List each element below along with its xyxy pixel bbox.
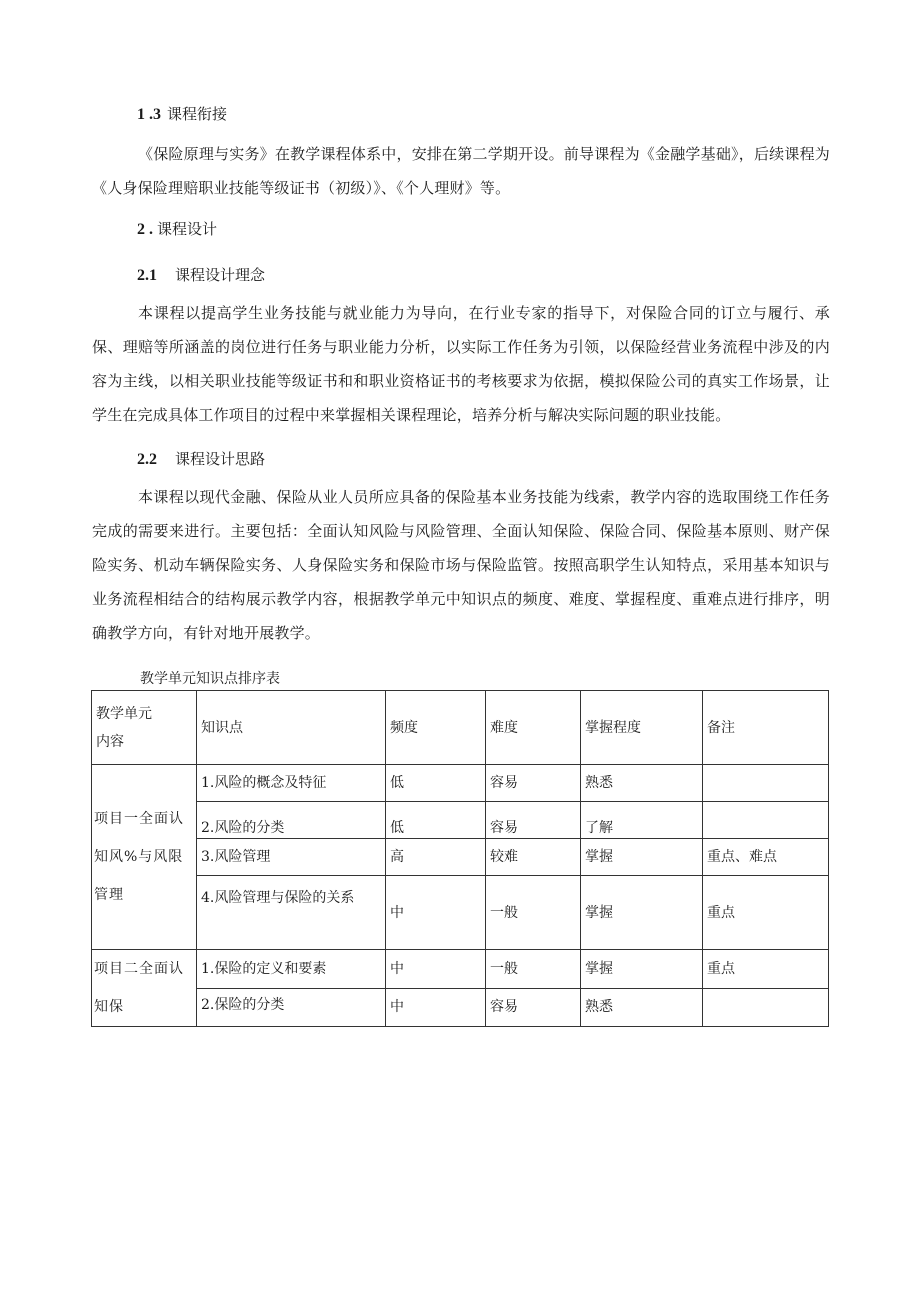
cell-difficulty (486, 802, 581, 839)
cell-frequency (386, 802, 486, 839)
table-row (92, 839, 829, 876)
header-frequency: 频度 (386, 691, 486, 765)
cell-knowledge-text: 4.风险管理与保险的关系 (201, 890, 355, 906)
cell-mastery: 熟悉 (581, 988, 703, 1027)
cell-knowledge (197, 876, 386, 950)
cell-frequency: 中 (386, 950, 486, 989)
header-difficulty: 难度 (486, 691, 581, 765)
cell-frequency-text: 低 (390, 820, 404, 836)
cell-mastery: 掌握 (581, 839, 703, 876)
paragraph-design-concept: 本课程以提高学生业务技能与就业能力为导向，在行业专家的指导下，对保险合同的订立与履行、承保、理赔等所涵盖的岗位进行任务与职业能力分析，以实际工作任务为引领，以保险经营业务流程中涉及的内容为主线，以相关职业技能等级证书和和职业资格证书的考核要求为依据，模拟保险公司的真实工作场景，让学生在完成具体工作项目的过程中来掌握相关课程理论，培养分析与解决实际问题的职业技能。 (92, 304, 830, 424)
table-row (92, 802, 829, 839)
cell-frequency: 高 (386, 839, 486, 876)
cell-difficulty: 容易 (486, 988, 581, 1027)
cell-remark: 重点 (703, 950, 829, 989)
section-heading-1-3 (137, 104, 227, 125)
cell-difficulty: 一般 (486, 950, 581, 989)
cell-difficulty-text: 容易 (490, 820, 518, 836)
section-number: 1 .3 (137, 106, 161, 123)
paragraph-course-connection: 《保险原理与实务》在教学课程体系中，安排在第二学期开设。前导课程为《金融学基础》，后续课程为《人身保险理赔职业技能等级证书（初级）》、《个人理财》等。 (92, 145, 830, 197)
table-row (92, 876, 829, 950)
cell-mastery: 熟悉 (581, 765, 703, 802)
table-row (92, 950, 829, 989)
cell-mastery (581, 802, 703, 839)
header-knowledge: 知识点 (197, 691, 386, 765)
cell-remark (703, 988, 829, 1027)
project-cell: 项目二全面认知保 (92, 950, 197, 1027)
table-caption: 教学单元知识点排序表 (140, 671, 280, 687)
header-unit-line1: 教学单元 (96, 705, 152, 722)
section-title: 课程设计理念 (175, 266, 266, 284)
section-title: 课程设计思路 (175, 450, 266, 468)
header-unit-line2: 内容 (96, 733, 124, 750)
table-row (92, 765, 829, 802)
cell-frequency: 低 (386, 765, 486, 802)
header-remark: 备注 (703, 691, 829, 765)
cell-knowledge: 1.保险的定义和要素 (197, 950, 386, 989)
header-unit (92, 691, 197, 765)
cell-difficulty: 较难 (486, 839, 581, 876)
section-heading-2 (137, 219, 217, 240)
cell-difficulty: 一般 (486, 876, 581, 950)
section-number: 2 . (137, 221, 153, 238)
cell-knowledge-text: 2.风险的分类 (201, 820, 285, 836)
cell-remark: 重点 (703, 876, 829, 950)
cell-remark (703, 765, 829, 802)
cell-knowledge-text: 2.保险的分类 (201, 996, 285, 1013)
paragraph-design-approach: 本课程以现代金融、保险从业人员所应具备的保险基本业务技能为线索，教学内容的选取围绕工作任务完成的需要来进行。主要包括：全面认知风险与风险管理、全面认知保险、保险合同、保险基本原则、财产保险实务、机动车辆保险实务、人身保险实务和保险市场与保险监管。按照高职学生认知特点，采用基本知识与业务流程相结合的结构展示教学内容，根据教学单元中知识点的频度、难度、掌握程度、重难点进行排序，明确教学方向，有针对地开展教学。 (92, 488, 830, 642)
cell-frequency: 中 (386, 876, 486, 950)
section-number: 2.1 (137, 267, 157, 284)
knowledge-point-table (91, 690, 829, 1027)
cell-knowledge (197, 802, 386, 839)
cell-mastery: 掌握 (581, 950, 703, 989)
cell-knowledge (197, 988, 386, 1027)
cell-difficulty: 容易 (486, 765, 581, 802)
cell-frequency: 中 (386, 988, 486, 1027)
cell-remark (703, 802, 829, 839)
section-title: 课程衔接 (167, 105, 228, 123)
project-cell: 项目一全面认知风%与风限管理 (92, 765, 197, 950)
section-number: 2.2 (137, 451, 157, 468)
section-heading-2-1 (137, 265, 265, 286)
cell-knowledge: 3.风险管理 (197, 839, 386, 876)
cell-remark: 重点、难点 (703, 839, 829, 876)
cell-mastery-text: 了解 (585, 820, 613, 836)
section-heading-2-2 (137, 449, 265, 470)
cell-mastery: 掌握 (581, 876, 703, 950)
cell-knowledge: 1.风险的概念及特征 (197, 765, 386, 802)
section-title: 课程设计 (157, 220, 218, 238)
table-header-row (92, 691, 829, 765)
table-row (92, 988, 829, 1027)
header-mastery: 掌握程度 (581, 691, 703, 765)
